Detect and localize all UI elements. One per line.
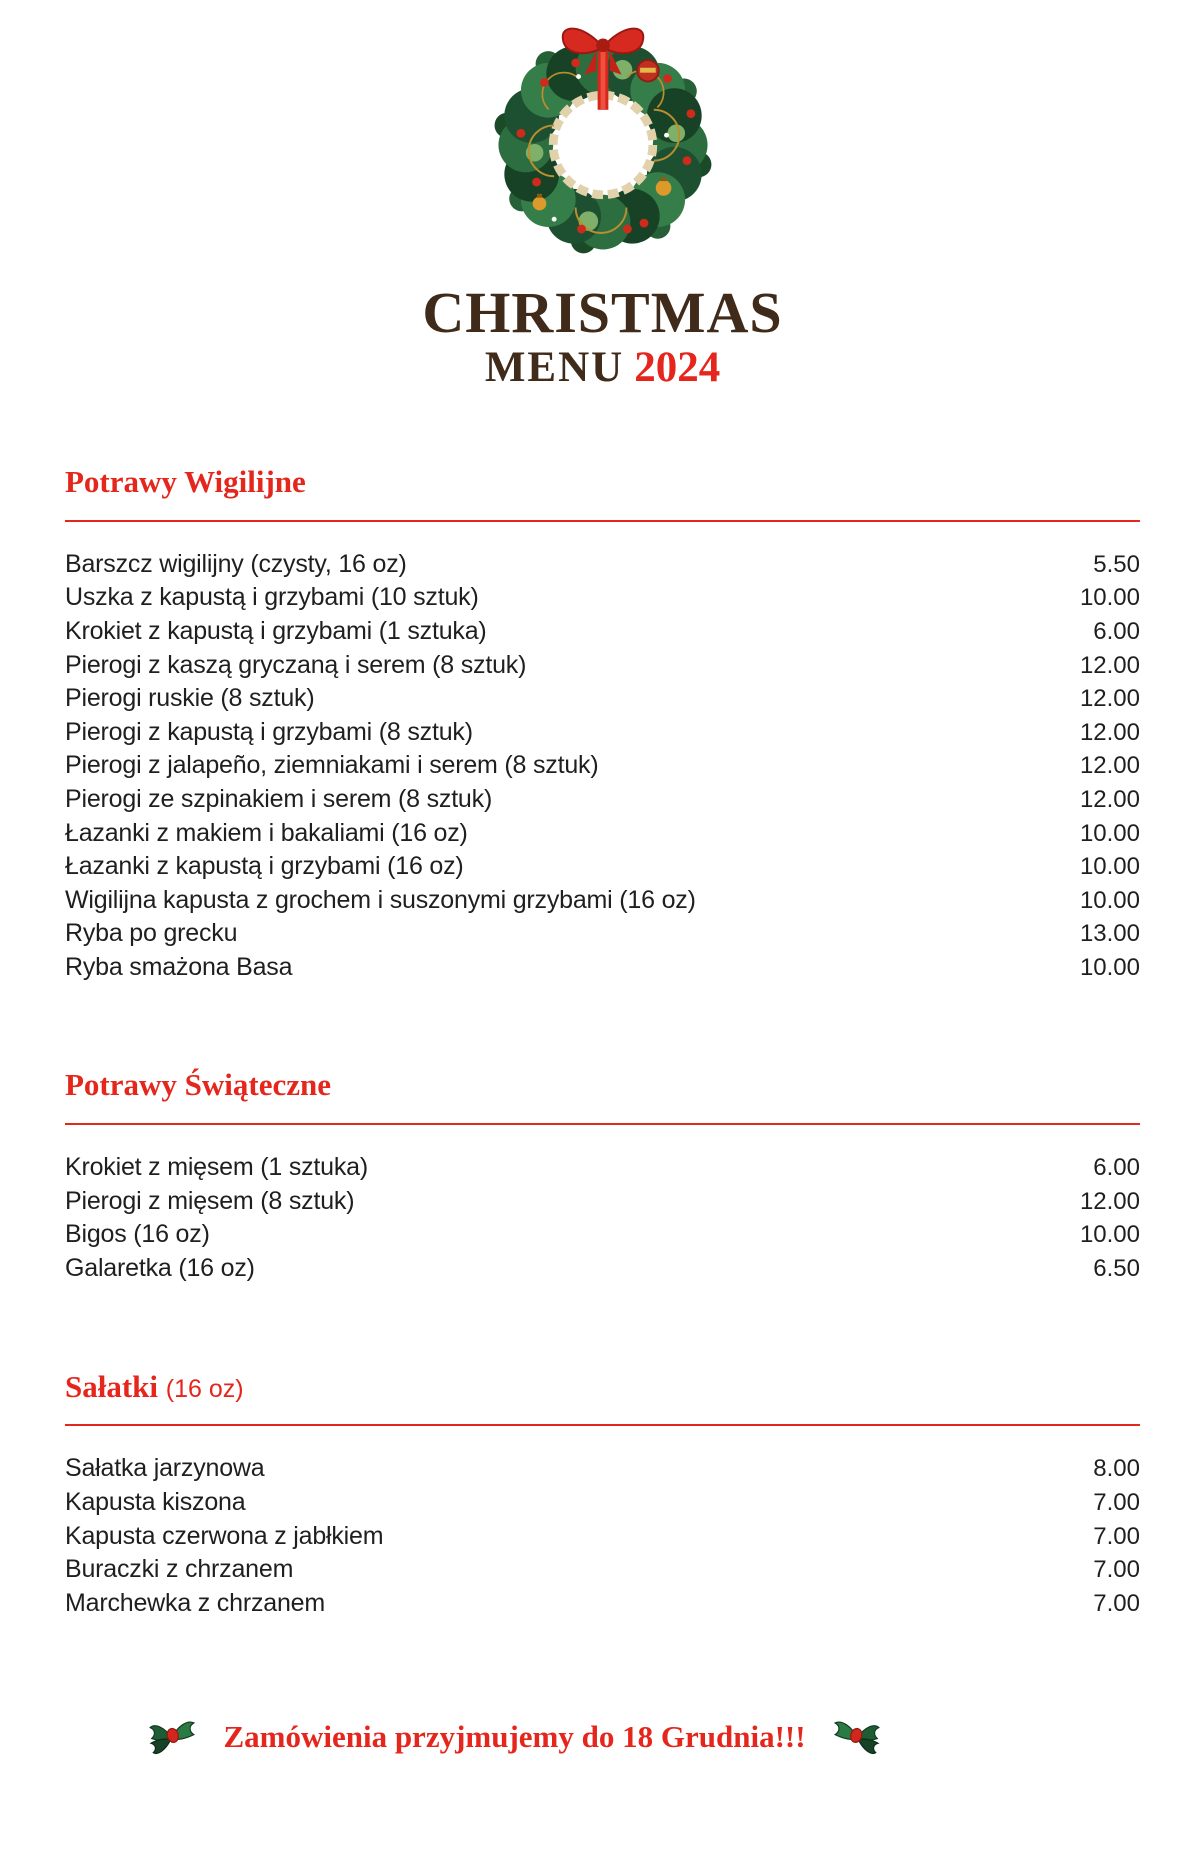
subtitle-menu-word: MENU [484,344,625,391]
item-name: Łazanki z kapustą i grzybami (16 oz) [65,852,464,881]
menu-item-row [65,1185,1140,1219]
item-price: 10.00 [1079,584,1140,612]
menu-item-row [65,649,1140,683]
item-price: 10.00 [1079,1221,1140,1249]
menu-section [65,1368,1140,1621]
menu-item-row [65,850,1140,884]
section-divider [65,1424,1140,1426]
menu-item-row [65,615,1140,649]
item-name: Wigilijna kapusta z grochem i suszonymi grzybami (16 oz) [65,885,696,914]
item-name: Krokiet z kapustą i grzybami (1 sztuka) [65,616,487,645]
page-title: CHRISTMAS [422,280,783,345]
menu-item-row [65,1452,1140,1486]
section-divider [65,520,1140,522]
item-price: 12.00 [1079,1187,1140,1215]
item-name: Ryba smażona Basa [65,952,293,981]
item-name: Pierogi z kaszą gryczaną i serem (8 sztuk) [65,650,527,679]
menu-item-row [65,548,1140,582]
section-title-text: Potrawy Wigilijne [65,464,306,499]
menu-item-row [65,884,1140,918]
item-price: 13.00 [1079,920,1140,948]
section-title-text: Potrawy Świąteczne [65,1067,331,1103]
menu-section [65,463,1140,984]
menu-item-row [65,716,1140,750]
item-price: 6.00 [1093,1154,1140,1182]
holly-icon [147,1712,197,1762]
item-name: Pierogi z mięsem (8 sztuk) [65,1186,355,1215]
item-name: Uszka z kapustą i grzybami (10 sztuk) [65,583,479,612]
item-name: Krokiet z mięsem (1 sztuka) [65,1153,369,1182]
item-price: 12.00 [1079,752,1140,780]
menu-item-row [65,749,1140,783]
menu-item-row [65,951,1140,985]
item-price: 12.00 [1079,718,1140,746]
menu-item-row [65,1587,1140,1621]
menu-item-row [65,1151,1140,1185]
item-price: 12.00 [1079,785,1140,813]
item-name: Bigos (16 oz) [65,1220,210,1249]
menu-item-row [65,783,1140,817]
item-price: 12.00 [1079,651,1140,679]
item-price: 7.00 [1093,1522,1140,1550]
menu-item-row [65,1553,1140,1587]
item-price: 10.00 [1079,819,1140,847]
section-title [65,463,1140,502]
footer [0,1712,1052,1762]
item-price: 10.00 [1079,853,1140,881]
menu-sections [65,463,1140,1620]
footer-note: Zamówienia przyjmujemy do 18 Grudnia!!! [223,1719,806,1755]
subtitle-year: 2024 [634,344,721,391]
item-name: Pierogi z jalapeño, ziemniakami i serem (8 sztuk) [65,751,599,780]
item-price: 7.00 [1093,1556,1140,1584]
item-name: Łazanki z makiem i bakaliami (16 oz) [65,818,468,847]
item-price: 6.00 [1093,617,1140,645]
item-price: 10.00 [1079,953,1140,981]
item-name: Pierogi ze szpinakiem i serem (8 sztuk) [65,784,493,813]
menu-item-row [65,1520,1140,1554]
item-price: 5.50 [1093,550,1140,578]
item-name: Kapusta kiszona [65,1487,246,1516]
item-price: 7.00 [1093,1488,1140,1516]
menu-item-row [65,917,1140,951]
section-title-text: Sałatki [65,1368,159,1404]
section-title-suffix: (16 oz) [165,1374,244,1403]
section-divider [65,1123,1140,1125]
section-items [65,548,1140,985]
item-name: Pierogi z kapustą i grzybami (8 sztuk) [65,717,473,746]
holly-icon [832,1712,882,1762]
item-price: 6.50 [1093,1255,1140,1282]
item-name: Marchewka z chrzanem [65,1588,325,1617]
item-price: 10.00 [1079,886,1140,914]
item-name: Barszcz wigilijny (czysty, 16 oz) [65,549,407,578]
header-art [65,16,1140,270]
section-items [65,1452,1140,1620]
menu-item-row [65,581,1140,615]
item-price: 8.00 [1093,1455,1140,1483]
page-subtitle [65,346,1140,389]
section-items [65,1151,1140,1285]
christmas-wreath-icon [484,16,722,270]
menu-item-row [65,682,1140,716]
item-name: Kapusta czerwona z jabłkiem [65,1521,384,1550]
item-name: Ryba po grecku [65,919,238,948]
item-name: Galaretka (16 oz) [65,1254,255,1282]
section-title [65,1066,1140,1105]
menu-item-row [65,1218,1140,1252]
menu-section [65,1066,1140,1285]
item-name: Pierogi ruskie (8 sztuk) [65,684,315,713]
item-name: Sałatka jarzynowa [65,1454,265,1483]
menu-item-row [65,817,1140,851]
item-price: 12.00 [1079,685,1140,713]
item-price: 7.00 [1093,1589,1140,1617]
menu-item-row [65,1252,1140,1286]
menu-item-row [65,1486,1140,1520]
section-title [65,1368,1140,1407]
item-name: Buraczki z chrzanem [65,1555,294,1584]
